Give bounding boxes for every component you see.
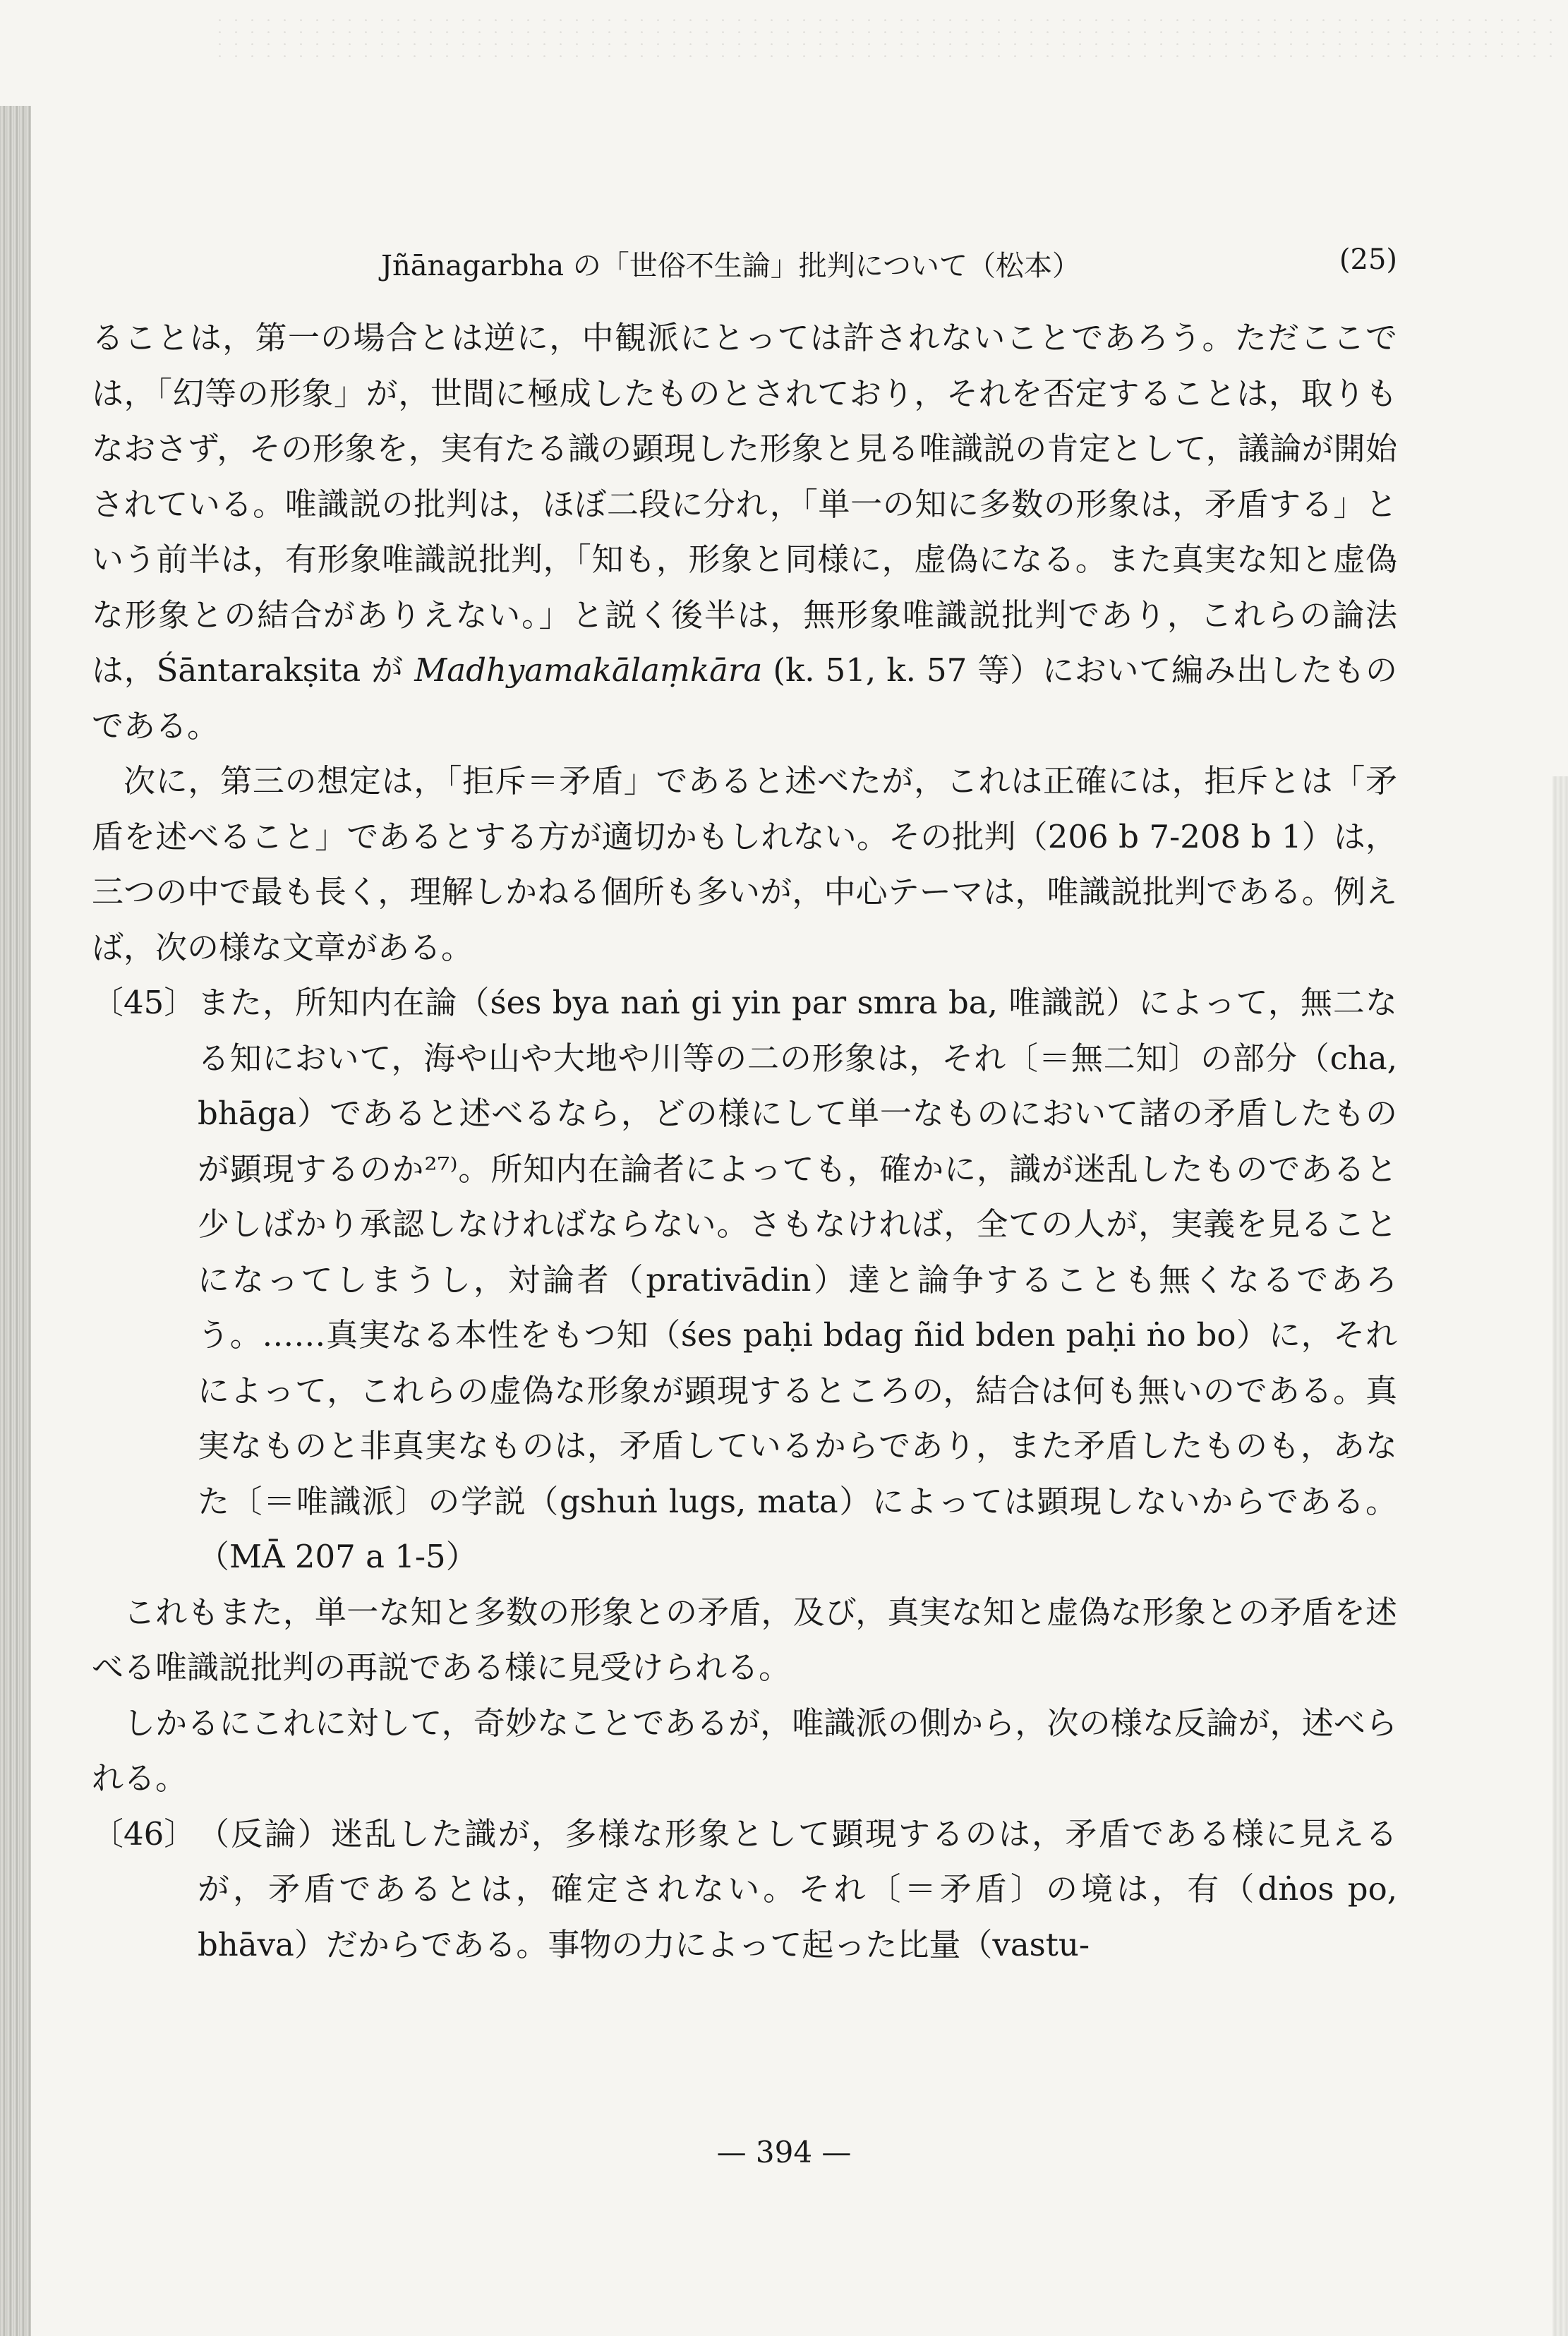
citation-46 [92, 1807, 1397, 1973]
footer-page-number: — 394 — [716, 2135, 852, 2169]
citation-46-label: 〔46〕 [92, 1814, 196, 1853]
paragraph-1-italic-title: Madhyamakālaṃkāra [414, 651, 763, 689]
paragraph-1-end: (k. 51, k. 57 等）において編み出したものである。 [92, 651, 1397, 745]
citation-45-label: 〔45〕 [92, 984, 196, 1021]
running-head-title: Jñānagarbha の「世俗不生論」批判について（松本） [381, 250, 1080, 282]
paragraph-4: しかるにこれに対して，奇妙なことであるが，唯識派の側から，次の様な反論が，述べられる。 [92, 1704, 1397, 1797]
scan-binding-edge [0, 106, 31, 2336]
paragraph-2: 次に，第三の想定は，「拒斥＝矛盾」であると述べたが，これは正確には，拒斥とは「矛盾を述べること」であるとする方が適切かもしれない。その批判（206 b 7-208 b 1）は，三つの中で最も長く，理解しかねる個所も多いが，中心テーマは，唯識説批判である。例えば，次の様な文章がある。 [92, 762, 1397, 966]
citation-45-text: また，所知内在論（śes bya naṅ gi yin par smra ba, 唯識説）によって，無二なる知において，海や山や大地や川等の二の形象は，それ〔＝無二知〕の部分（cha, bhāga）であると述べるなら，どの様にして単一なものにおいて諸の矛盾したものが顕現するのか²⁷⁾。所知内在論者によっても，確かに，識が迷乱したものであると少しばかり承認しなければならない。さもなければ，全ての人が，実義を見ることになってしまうし，対論者（prativādin）達と論争することも無くなるであろう。……真実なる本性をもつ知（śes paḥi bdag ñid bden paḥi ṅo bo）に，それによって，これらの虚偽な形象が顕現するところの，結合は何も無いのである。真実なものと非真実なものは，矛盾しているからであり，また矛盾したものも，あなた〔＝唯識派〕の学説（gshuṅ lugs, mata）によっては顕現しないからである。（MĀ 207 a 1-5） [198, 984, 1397, 1575]
scan-specks [212, 14, 1552, 64]
paragraph-1-text: ることは，第一の場合とは逆に，中観派にとっては許されないことであろう。ただここでは，「幻等の形象」が，世間に極成したものとされており，それを否定することは，取りもなおさず，その形象を，実有たる識の顕現した形象と見る唯識説の肯定として，議論が開始されている。唯識説の批判は，ほぼ二段に分れ，「単一の知に多数の形象は，矛盾する」という前半は，有形象唯識説批判，「知も，形象と同様に，虚偽になる。また真実な知と虚偽な形象との結合がありえない。」と説く後半は，無形象唯識説批判であり，これらの論法は，Śāntarakṣita が [92, 319, 1397, 689]
paragraph-3: これもまた，単一な知と多数の形象との矛盾，及び，真実な知と虚偽な形象との矛盾を述べる唯識説批判の再説である様に見受けられる。 [92, 1593, 1397, 1686]
running-head [92, 243, 1397, 286]
body-text [92, 311, 1397, 1973]
scan-right-edge [1552, 776, 1568, 2336]
citation-45 [92, 975, 1397, 1585]
paragraph-1 [92, 311, 1397, 754]
citation-46-text: （反論）迷乱した識が，多様な形象として顕現するのは，矛盾である様に見えるが，矛盾であるとは，確定されない。それ〔＝矛盾〕の境は，有（dṅos po, bhāva）だからである。事物の力によって起った比量（vastu- [198, 1814, 1397, 1963]
running-head-page-number: (25) [1339, 243, 1397, 276]
